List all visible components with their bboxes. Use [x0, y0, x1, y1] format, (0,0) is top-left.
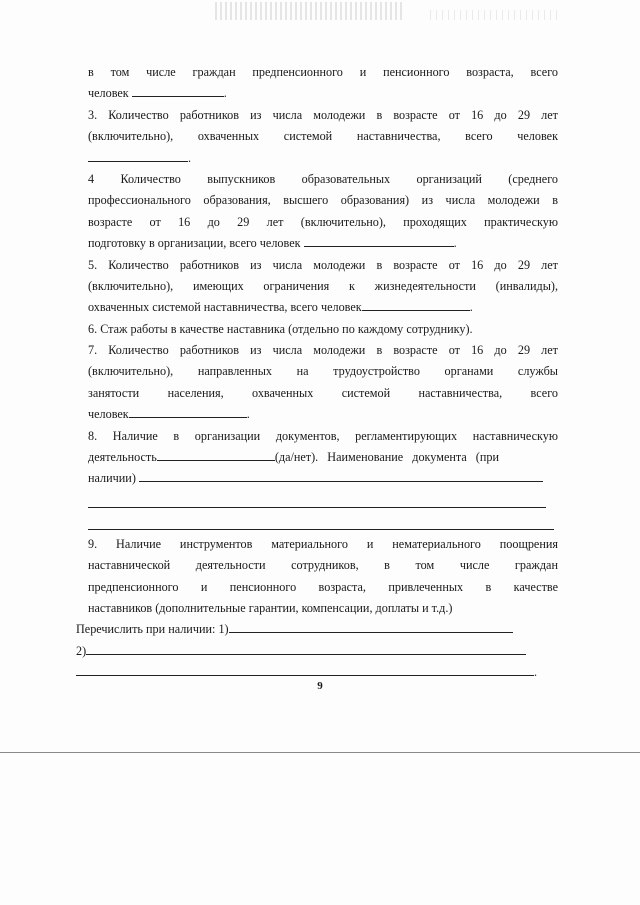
item3-line1: 3. Количество работников из числа молодежи в возрасте от 16 до 29 лет — [88, 107, 558, 122]
item4-answer-field[interactable] — [304, 233, 454, 247]
item2-answer-field[interactable] — [132, 83, 224, 97]
item5-line3 — [88, 297, 558, 318]
item9-line6 — [76, 641, 558, 662]
item3-line3 — [88, 148, 558, 169]
item8-line3 — [88, 468, 558, 489]
item8-label: деятельность — [88, 450, 157, 465]
item8-yes-no-field[interactable] — [157, 447, 275, 461]
period: . — [246, 407, 250, 422]
item4-line3: возрасте от 16 до 29 лет (включительно), проходящих практическую — [88, 214, 558, 229]
item9-answer-field-3[interactable] — [76, 662, 534, 676]
item9-line5 — [76, 619, 558, 640]
period: . — [188, 150, 192, 165]
period: . — [223, 86, 227, 101]
item5-label: охваченных системой наставничества, всего человек — [88, 300, 362, 315]
period: . — [534, 665, 538, 680]
item9-line1: 9. Наличие инструментов материального и нематериального поощрения — [88, 536, 558, 551]
item9-list-label-1: Перечислить при наличии: 1) — [76, 622, 229, 637]
item2-label: человек — [88, 86, 129, 101]
item7-line4 — [88, 404, 558, 425]
item7-line2: (включительно), направленных на трудоустройство органами службы — [88, 364, 558, 379]
item7-line1: 7. Количество работников из числа молодежи в возрасте от 16 до 29 лет — [88, 343, 558, 358]
item4-label: подготовку в организации, всего человек — [88, 236, 301, 251]
item9-list-label-2: 2) — [76, 643, 87, 658]
item8-extra-line-2[interactable] — [88, 512, 554, 530]
item2-line2 — [88, 83, 558, 104]
period: . — [469, 300, 473, 315]
item3-line2: (включительно), охваченных системой наставничества, всего человек — [88, 129, 558, 144]
item8-extra-line-1[interactable] — [88, 490, 546, 508]
scan-artifact — [215, 2, 405, 20]
item9-answer-field-1[interactable] — [229, 619, 513, 633]
scan-edge-line — [0, 752, 640, 753]
item8-label-2: (да/нет). Наименование документа (при — [274, 450, 499, 465]
item3-answer-field[interactable] — [88, 148, 188, 162]
item2-line1: в том числе граждан предпенсионного и пенсионного возраста, всего — [88, 65, 558, 79]
item8-line1: 8. Наличие в организации документов, регламентирующих наставническую — [88, 428, 558, 443]
item4-line1: 4 Количество выпускников образовательных организаций (среднего — [88, 171, 558, 186]
item9-line2: наставнической деятельности сотрудников, в том числе граждан — [88, 558, 558, 573]
item9-line4: наставников (дополнительные гарантии, компенсации, доплаты и т.д.) — [88, 600, 453, 615]
item7-label: человек — [88, 407, 129, 422]
item5-line2: (включительно), имеющих ограничения к жизнедеятельности (инвалиды), — [88, 278, 558, 293]
item7-answer-field[interactable] — [129, 404, 247, 418]
period: . — [453, 236, 457, 251]
item5-answer-field[interactable] — [362, 297, 470, 311]
item8-label-3: наличии) — [88, 471, 136, 486]
scan-artifact — [430, 10, 560, 20]
item5-line1: 5. Количество работников из числа молодежи в возрасте от 16 до 29 лет — [88, 257, 558, 272]
item8-line2 — [88, 447, 558, 468]
questionnaire-body — [76, 62, 558, 684]
item8-document-name-field[interactable] — [139, 468, 543, 482]
item4-line2: профессионального образования, высшего образования) из числа молодежи в — [88, 193, 558, 208]
item9-answer-field-2[interactable] — [86, 641, 526, 655]
page-number: 9 — [317, 680, 323, 692]
item7-line3: занятости населения, охваченных системой наставничества, всего — [88, 385, 558, 400]
item9-line3: предпенсионного и пенсионного возраста, привлеченных в качестве — [88, 579, 558, 594]
item6-line1: 6. Стаж работы в качестве наставника (отдельно по каждому сотруднику). — [88, 321, 473, 336]
item4-line4 — [88, 233, 558, 254]
